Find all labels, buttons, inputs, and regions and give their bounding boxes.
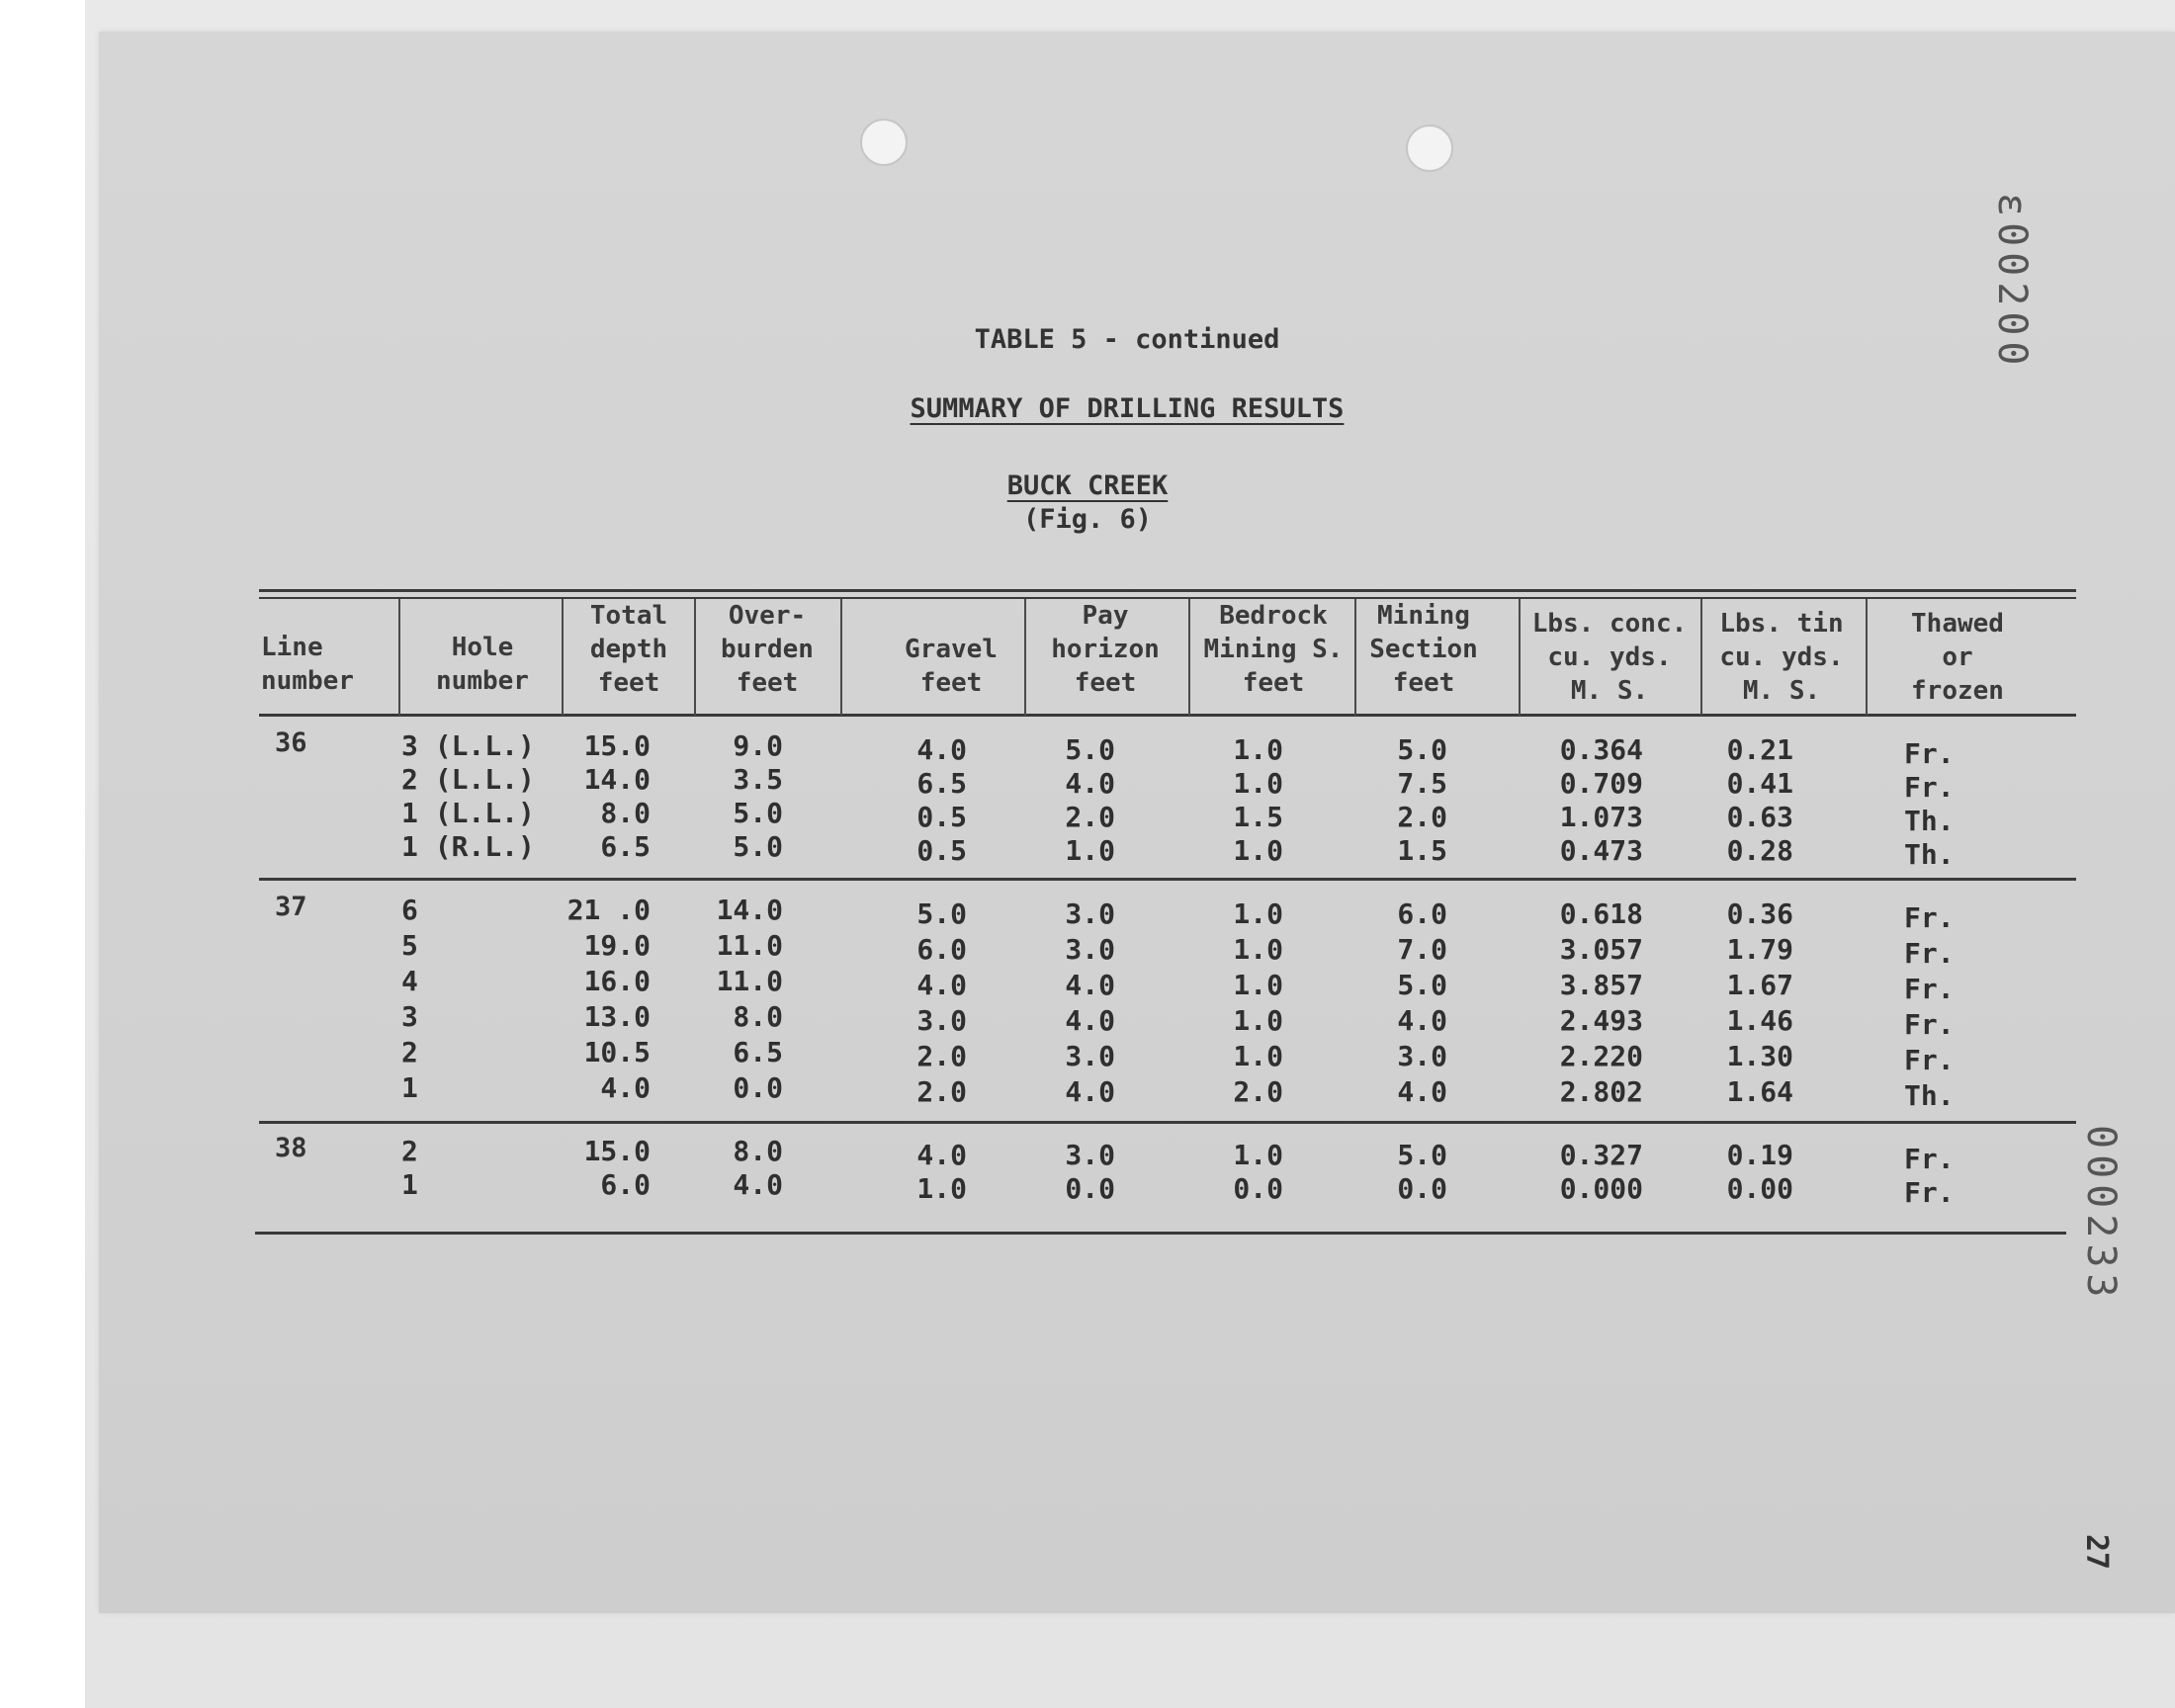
table-cell-overburden: 3.5 (733, 763, 783, 796)
table-cell-tin: 0.41 (1726, 767, 1793, 800)
table-cell-tin: 1.79 (1726, 933, 1793, 966)
table-cell-bedrock: 1.0 (1233, 1139, 1283, 1171)
table-cell-total: 21 .0 (566, 894, 651, 926)
table-cell-total: 6.0 (600, 1168, 651, 1201)
archive-stamp-top: ε00200 (1989, 193, 2035, 372)
scan-margin (0, 0, 85, 1708)
table-cell-tin: 1.64 (1726, 1075, 1793, 1108)
table-cell-gravel: 4.0 (916, 733, 967, 766)
table-cell-overburden: 11.0 (716, 929, 783, 962)
document-subtitle (0, 470, 2175, 501)
figure-reference: (Fig. 6) (1022, 504, 1153, 535)
header-column-divider (840, 599, 842, 716)
table-cell-gravel: 5.0 (916, 897, 967, 930)
table-cell-overburden: 6.5 (733, 1036, 783, 1068)
table-cell-overburden: 5.0 (733, 830, 783, 863)
table-cell-overburden: 0.0 (733, 1071, 783, 1104)
table-cell-conc: 3.057 (1559, 933, 1643, 966)
table-cell-pay: 4.0 (1065, 1004, 1115, 1037)
archive-stamp-side: 000233 (2078, 1125, 2124, 1304)
table-cell-total: 15.0 (583, 1135, 651, 1167)
table-cell-mining: 4.0 (1397, 1004, 1447, 1037)
table-top-rule (259, 589, 2076, 592)
table-cell-thawed-frozen: Th. (1904, 838, 1955, 871)
table-cell-thawed-frozen: Fr. (1904, 1008, 1955, 1041)
column-header: Mining Section feet (1369, 601, 1478, 698)
punch-hole-left (860, 119, 908, 166)
table-cell-thawed-frozen: Fr. (1904, 1176, 1955, 1209)
hole-number: 3 (L.L.) (401, 729, 535, 762)
header-column-divider (398, 599, 400, 716)
table-cell-thawed-frozen: Fr. (1904, 1143, 1955, 1175)
table-cell-total: 15.0 (583, 729, 651, 762)
header-column-divider (562, 599, 564, 716)
table-cell-pay: 1.0 (1065, 834, 1115, 867)
table-cell-conc: 0.473 (1559, 834, 1643, 867)
table-cell-bedrock: 1.0 (1233, 1004, 1283, 1037)
table-cell-tin: 0.28 (1726, 834, 1793, 867)
hole-number: 4 (401, 965, 418, 997)
table-cell-gravel: 1.0 (916, 1172, 967, 1205)
column-header: Line number (261, 633, 354, 696)
table-cell-thawed-frozen: Fr. (1904, 737, 1955, 770)
table-cell-bedrock: 1.0 (1233, 767, 1283, 800)
table-cell-total: 16.0 (583, 965, 651, 997)
table-cell-overburden: 14.0 (716, 894, 783, 926)
hole-number: 6 (401, 894, 418, 926)
table-cell-total: 14.0 (583, 763, 651, 796)
table-cell-bedrock: 1.0 (1233, 933, 1283, 966)
table-cell-conc: 0.364 (1559, 733, 1643, 766)
table-cell-pay: 3.0 (1065, 897, 1115, 930)
column-header: Gravel feet (905, 635, 998, 698)
header-bottom-rule (259, 714, 2076, 717)
table-cell-pay: 4.0 (1065, 969, 1115, 1001)
table-cell-conc: 0.327 (1559, 1139, 1643, 1171)
table-cell-pay: 2.0 (1065, 801, 1115, 833)
table-cell-gravel: 3.0 (916, 1004, 967, 1037)
table-bottom-rule (255, 1232, 2066, 1235)
table-cell-mining: 5.0 (1397, 733, 1447, 766)
table-cell-mining: 1.5 (1397, 834, 1447, 867)
table-cell-tin: 1.46 (1726, 1004, 1793, 1037)
table-cell-tin: 0.63 (1726, 801, 1793, 833)
table-cell-bedrock: 1.0 (1233, 834, 1283, 867)
table-cell-thawed-frozen: Fr. (1904, 973, 1955, 1005)
table-cell-conc: 2.802 (1559, 1075, 1643, 1108)
table-cell-total: 6.5 (600, 830, 651, 863)
table-cell-tin: 0.36 (1726, 897, 1793, 930)
table-cell-mining: 7.5 (1397, 767, 1447, 800)
table-cell-overburden: 8.0 (733, 1135, 783, 1167)
table-cell-total: 8.0 (600, 797, 651, 829)
table-cell-tin: 1.67 (1726, 969, 1793, 1001)
table-cell-bedrock: 1.0 (1233, 733, 1283, 766)
table-cell-overburden: 9.0 (733, 729, 783, 762)
table-cell-conc: 0.000 (1559, 1172, 1643, 1205)
column-header: Lbs. conc. cu. yds. M. S. (1531, 609, 1688, 706)
table-cell-bedrock: 1.0 (1233, 1040, 1283, 1072)
table-cell-conc: 0.618 (1559, 897, 1643, 930)
table-cell-tin: 0.00 (1726, 1172, 1793, 1205)
hole-number: 2 (401, 1036, 418, 1068)
table-cell-mining: 5.0 (1397, 1139, 1447, 1171)
document-title (40, 393, 2175, 424)
table-cell-mining: 5.0 (1397, 969, 1447, 1001)
table-cell-bedrock: 1.0 (1233, 897, 1283, 930)
line-number: 37 (275, 892, 307, 922)
column-header: Thawed or frozen (1911, 609, 2004, 706)
table-cell-pay: 0.0 (1065, 1172, 1115, 1205)
table-cell-bedrock: 0.0 (1233, 1172, 1283, 1205)
table-cell-pay: 5.0 (1065, 733, 1115, 766)
punch-hole-right (1406, 125, 1453, 172)
table-cell-conc: 2.493 (1559, 1004, 1643, 1037)
column-header: Bedrock Mining S. feet (1203, 601, 1344, 698)
table-cell-gravel: 4.0 (916, 1139, 967, 1171)
table-cell-tin: 0.19 (1726, 1139, 1793, 1171)
line-number: 38 (275, 1133, 307, 1163)
table-cell-total: 13.0 (583, 1000, 651, 1033)
table-cell-pay: 4.0 (1065, 767, 1115, 800)
table-cell-overburden: 4.0 (733, 1168, 783, 1201)
header-column-divider (1866, 599, 1868, 716)
column-header: Lbs. tin cu. yds. M. S. (1719, 609, 1844, 706)
group-separator-rule (259, 1121, 2076, 1124)
document-title-text: SUMMARY OF DRILLING RESULTS (910, 393, 1345, 424)
table-cell-gravel: 2.0 (916, 1075, 967, 1108)
table-cell-conc: 1.073 (1559, 801, 1643, 833)
table-cell-pay: 3.0 (1065, 933, 1115, 966)
table-cell-mining: 6.0 (1397, 897, 1447, 930)
table-cell-gravel: 6.0 (916, 933, 967, 966)
table-cell-total: 10.5 (583, 1036, 651, 1068)
table-cell-thawed-frozen: Fr. (1904, 771, 1955, 804)
column-header: Hole number (436, 633, 529, 696)
table-cell-total: 4.0 (600, 1071, 651, 1104)
table-cell-thawed-frozen: Fr. (1904, 1044, 1955, 1076)
table-cell-bedrock: 1.5 (1233, 801, 1283, 833)
table-cell-gravel: 6.5 (916, 767, 967, 800)
table-cell-thawed-frozen: Th. (1904, 805, 1955, 837)
table-cell-mining: 0.0 (1397, 1172, 1447, 1205)
table-cell-conc: 3.857 (1559, 969, 1643, 1001)
table-cell-overburden: 8.0 (733, 1000, 783, 1033)
table-cell-pay: 3.0 (1065, 1139, 1115, 1171)
hole-number: 1 (401, 1071, 418, 1104)
table-cell-tin: 0.21 (1726, 733, 1793, 766)
table-cell-overburden: 11.0 (716, 965, 783, 997)
hole-number: 3 (401, 1000, 418, 1033)
document-subtitle-text: BUCK CREEK (1006, 470, 1169, 501)
hole-number: 2 (401, 1135, 418, 1167)
table-cell-gravel: 0.5 (916, 801, 967, 833)
table-cell-pay: 4.0 (1065, 1075, 1115, 1108)
group-separator-rule (259, 878, 2076, 881)
table-cell-thawed-frozen: Fr. (1904, 901, 1955, 934)
header-column-divider (694, 599, 696, 716)
page-number: 27 (2079, 1534, 2114, 1571)
table-cell-tin: 1.30 (1726, 1040, 1793, 1072)
table-cell-pay: 3.0 (1065, 1040, 1115, 1072)
column-header: Total depth feet (589, 601, 668, 698)
table-cell-total: 19.0 (583, 929, 651, 962)
hole-number: 1 (401, 1168, 418, 1201)
table-cell-mining: 4.0 (1397, 1075, 1447, 1108)
table-cell-gravel: 0.5 (916, 834, 967, 867)
table-cell-bedrock: 2.0 (1233, 1075, 1283, 1108)
table-cell-conc: 2.220 (1559, 1040, 1643, 1072)
table-label: TABLE 5 - continued (974, 324, 1280, 355)
hole-number: 1 (L.L.) (401, 797, 535, 829)
table-cell-mining: 3.0 (1397, 1040, 1447, 1072)
table-cell-overburden: 5.0 (733, 797, 783, 829)
table-cell-conc: 0.709 (1559, 767, 1643, 800)
table-cell-bedrock: 1.0 (1233, 969, 1283, 1001)
hole-number: 2 (L.L.) (401, 763, 535, 796)
hole-number: 5 (401, 929, 418, 962)
hole-number: 1 (R.L.) (401, 830, 535, 863)
table-cell-gravel: 4.0 (916, 969, 967, 1001)
table-cell-thawed-frozen: Th. (1904, 1079, 1955, 1112)
table-cell-mining: 7.0 (1397, 933, 1447, 966)
table-cell-mining: 2.0 (1397, 801, 1447, 833)
line-number: 36 (275, 727, 307, 758)
column-header: Over- burden feet (721, 601, 814, 698)
table-cell-thawed-frozen: Fr. (1904, 937, 1955, 970)
table-cell-gravel: 2.0 (916, 1040, 967, 1072)
column-header: Pay horizon feet (1051, 601, 1160, 698)
